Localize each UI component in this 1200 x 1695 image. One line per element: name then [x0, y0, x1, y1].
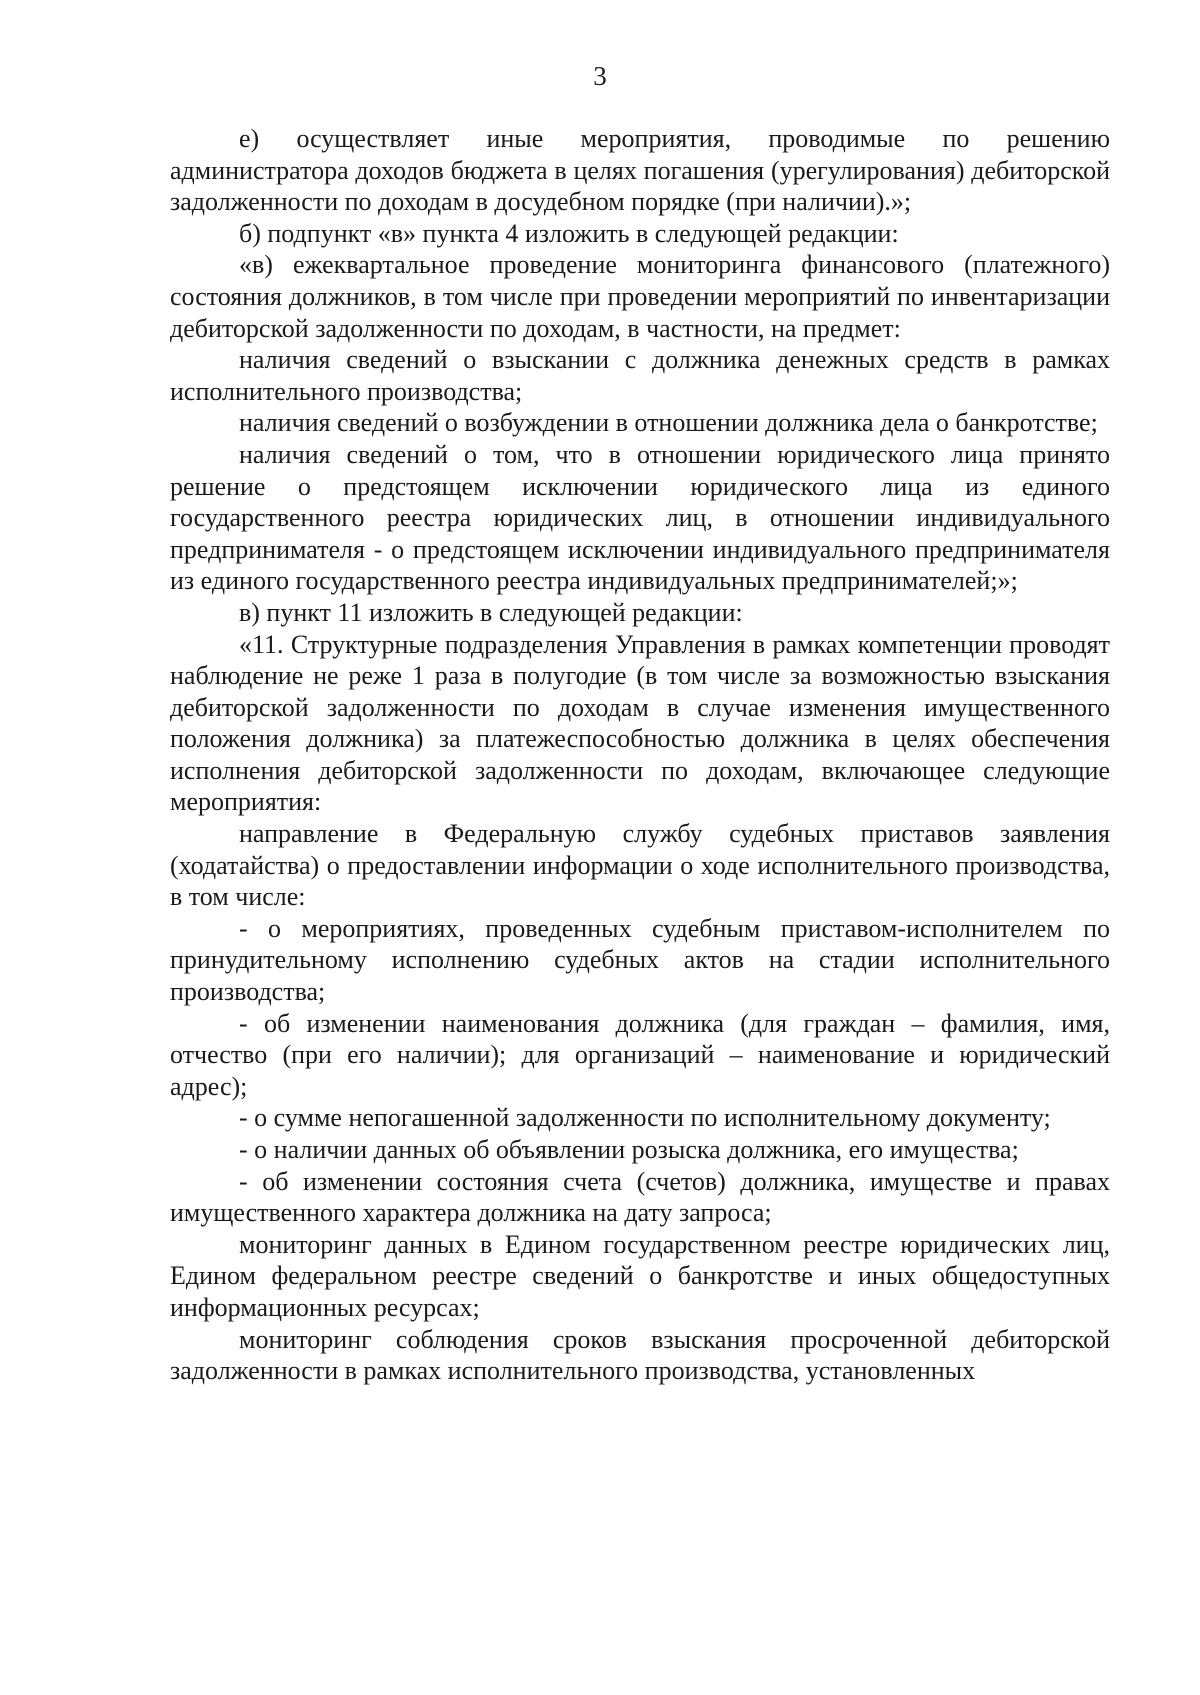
- paragraph: «в) ежеквартальное проведение мониторинга финансового (платежного) состояния должников, в том числе при проведении мероприятий по инвентаризации дебиторской задолженности по доходам, в частности, на предмет:: [170, 250, 1110, 343]
- paragraph: наличия сведений о том, что в отношении юридического лица принято решение о предстоящем исключении юридического лица из единого государственного реестра юридических лиц, в отношении индивидуального предпринимателя - о предстоящем исключении индивидуального предпринимателя из единого государственного реестра индивидуальных предпринимателей;»;: [170, 439, 1110, 596]
- paragraph: - о наличии данных об объявлении розыска должника, его имущества;: [239, 1135, 1019, 1164]
- paragraph: - об изменении наименования должника (для граждан – фамилия, имя, отчество (при его наличии); для организаций – наименование и юридический адрес);: [170, 1008, 1110, 1101]
- paragraph: «11. Структурные подразделения Управления в рамках компетенции проводят наблюдение не реже 1 раза в полугодие (в том числе за возможностью взыскания дебиторской задолженности по доходам в случае изменения имущественного положения должника) за платежеспособностью должника в целях обеспечения исполнения дебиторской задолженности по доходам, включающее следующие мероприятия:: [170, 629, 1110, 817]
- paragraph: - о мероприятиях, проведенных судебным приставом-исполнителем по принудительному исполнению судебных актов на стадии исполнительного производства;: [170, 913, 1110, 1007]
- paragraph: - об изменении состояния счета (счетов) должника, имуществе и правах имущественного характера должника на дату запроса;: [170, 1166, 1110, 1228]
- paragraph: направление в Федеральную службу судебных приставов заявления (ходатайства) о предоставлении информации о ходе исполнительного производства, в том числе:: [170, 819, 1110, 912]
- paragraph: мониторинг данных в Едином государственном реестре юридических лиц, Едином федеральном реестре сведений о банкротстве и иных общедоступных информационных ресурсах;: [170, 1229, 1110, 1322]
- page-number: 3: [593, 61, 607, 91]
- paragraph: наличия сведений о взыскании с должника денежных средств в рамках исполнительного производства;: [170, 345, 1110, 406]
- paragraph: е) осуществляет иные мероприятия, проводимые по решению администратора доходов бюджета в целях погашения (урегулирования) дебиторской задолженности по доходам в досудебном порядке (при наличии).»;: [170, 124, 1110, 217]
- paragraph: наличия сведений о возбуждении в отношении должника дела о банкротстве;: [239, 408, 1098, 438]
- paragraph: в) пункт 11 изложить в следующей редакции:: [239, 597, 743, 627]
- paragraph: б) подпункт «в» пункта 4 изложить в следующей редакции:: [239, 218, 899, 248]
- paragraph: мониторинг соблюдения сроков взыскания просроченной дебиторской задолженности в рамках исполнительного производства, установленных: [170, 1324, 1110, 1386]
- document-body: [170, 123, 1110, 1387]
- paragraph: - о сумме непогашенной задолженности по исполнительному документу;: [239, 1103, 1051, 1133]
